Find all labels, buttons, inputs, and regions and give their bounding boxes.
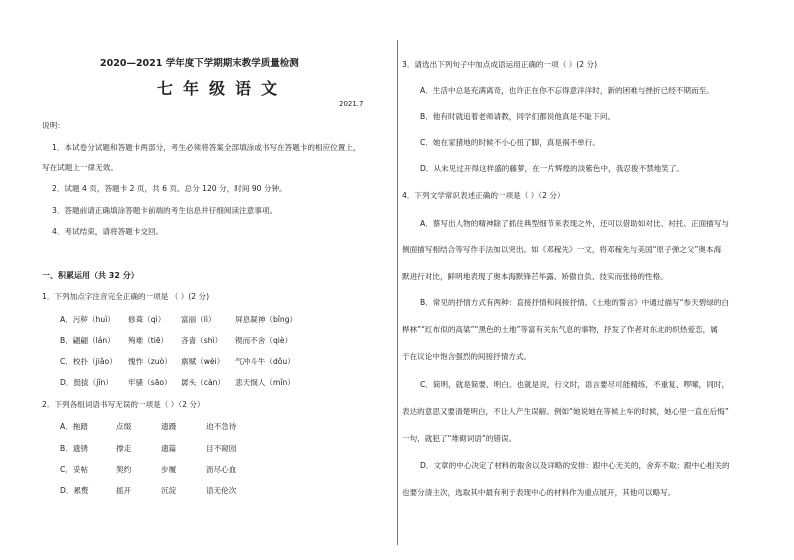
q1-option: 锲而不舍（qiè）	[235, 336, 293, 345]
q4-option-line: 桦林”“红布似的高粱”“黑色的土地”等富有关东气息的事物，抒发了作者对东北的炽热爱恋，属	[402, 325, 718, 334]
q4-option-line: 于在议论中饱含强烈的间接抒情方式。	[402, 352, 532, 361]
q2-option: 语无伦次	[206, 486, 237, 495]
q2-option: 撑走	[116, 444, 132, 453]
q1-option: 孱头（càn）	[181, 378, 226, 387]
q1-option: A．污秽（huì）	[60, 315, 115, 324]
q3-option: D．从未见过开得这样盛的藤萝，在一片辉煌的淡紫色中，我忍俊不禁地笑了。	[420, 164, 685, 173]
note-item: 2．试题 4 页，答题卡 2 页，共 6 页。总分 120 分，时间 90 分钟。	[52, 184, 287, 193]
q2-option: D．累赘	[60, 486, 89, 495]
column-divider	[397, 40, 398, 545]
q3-option: A．生活中总是充满离奇，也许正在你不忘得意洋洋时，新的困难与挫折已经不期而至。	[420, 86, 714, 95]
q2-option: 摇开	[116, 486, 132, 495]
q4-option-line: 一句，就犯了“堆砌词语”的错误。	[402, 434, 517, 443]
q1-option: C．校扑（jiǎo）	[60, 357, 117, 366]
note-item: 4．考试结束，请将答题卡交回。	[52, 227, 164, 236]
q1-option: 悲天悯人（mǐn）	[235, 378, 295, 387]
q2-option: 遗篇	[161, 444, 177, 453]
q4-option-line: 默进行对比，鲜明地表现了奥本海默锋芒毕露、矫傲自负、技实而张扬的性格。	[402, 272, 668, 281]
q4-option-line: B．常见的抒情方式有两种：直接抒情和间接抒情。《土地的誓言》中通过描写“参天碧绿的白	[420, 298, 730, 307]
exam-date: 2021.7	[339, 100, 364, 108]
q2-option: 沥尽心血	[206, 465, 237, 474]
q1-option: D．挺拔（jǐn）	[60, 378, 113, 387]
q3-option: C．她在家猪地的时候不小心扭了脚，真是祸不单行。	[420, 138, 600, 147]
q1-option: 修葺（qì）	[128, 315, 166, 324]
q4-stem: 4．下列文学常识表述正确的一项是（ ）（2 分）	[402, 191, 565, 200]
q2-option: C．妥帖	[60, 465, 89, 474]
exam-subject: 七年级语文	[157, 79, 288, 98]
q4-option-line: 侧面描写相结合等写作手法加以突出。如《邓稼先》一文，将邓稼先与美国“原子弹之父”奥本海	[402, 245, 722, 254]
q1-stem: 1．下列加点字注音完全正确的一项是 （ ）(2 分)	[42, 292, 210, 301]
q3-option: B．他有时就追着老师请教，同学们都说他真是不耻下问。	[420, 112, 616, 121]
q1-option: 屏息凝神（bǐng）	[235, 315, 298, 324]
q1-option: 愧怍（zuò）	[128, 357, 172, 366]
q4-option-line: D．文章的中心决定了材料的取舍以及详略的安排：跟中心无关的，舍弃不取；跟中心相关的	[420, 461, 730, 470]
q1-option: 牢骚（sāo）	[128, 378, 172, 387]
note-item: 写在试题上一律无效。	[42, 163, 118, 172]
q2-option: B．遗锈	[60, 444, 88, 453]
q1-option: 禀赋（wèi）	[181, 357, 225, 366]
q2-option: 契约	[116, 465, 132, 474]
q2-option: 点缀	[116, 422, 132, 431]
q2-stem: 2．下列各组词语书写无误的一项是（ ）（2 分）	[42, 400, 205, 409]
q4-option-line: 也要分清主次，选取其中最有利于表现中心的材料作为重点展开，其他可以略写。	[402, 488, 676, 497]
q1-option: B．翩翩（lán）	[60, 336, 115, 345]
q1-option: 殉难（tiē）	[128, 336, 169, 345]
q1-option: 富丽（lì）	[181, 315, 216, 324]
q2-option: 步履	[161, 465, 177, 474]
q1-option: 气冲斗牛（dǒu）	[235, 357, 295, 366]
q2-option: 遗蹑	[161, 422, 177, 431]
notes-label: 说明：	[42, 121, 65, 130]
exam-title: 2020—2021 学年度下学期期末教学质量检测	[100, 58, 299, 69]
q2-option: A．拖踏	[60, 422, 88, 431]
q4-option-line: A．蔡写出人物的精神除了抓住典型细节来表现之外，还可以借助如对比、衬托、正面描写与	[420, 219, 729, 228]
q4-option-line: C．简明，就是简要、明白。也就是说，行文时，语言要尽可能精练，不重复、啰嗦，同时，	[420, 380, 730, 389]
q3-stem: 3．请选出下列句子中加点成语运用正确的一项（ ）(2 分)	[402, 60, 598, 69]
q2-option: 迫不急待	[206, 422, 237, 431]
q1-option: 吝啬（shì）	[181, 336, 223, 345]
note-item: 1．本试卷分试题和答题卡两部分，考生必须将答案全部填涂或书写在答题卡的相应位置上，	[52, 143, 361, 152]
note-item: 3．答题前请正确填涂答题卡前端的考生信息并仔细阅读注意事项。	[52, 206, 278, 215]
q2-option: 目不窥园	[206, 444, 237, 453]
q2-option: 沉淀	[161, 486, 177, 495]
section-title: 一、积累运用（共 32 分）	[42, 271, 139, 280]
q4-option-line: 表达的意思又要清楚明白，不让人产生误解。例如“她说她在等候上车的时候，她心里一直在后悔”	[402, 407, 729, 416]
